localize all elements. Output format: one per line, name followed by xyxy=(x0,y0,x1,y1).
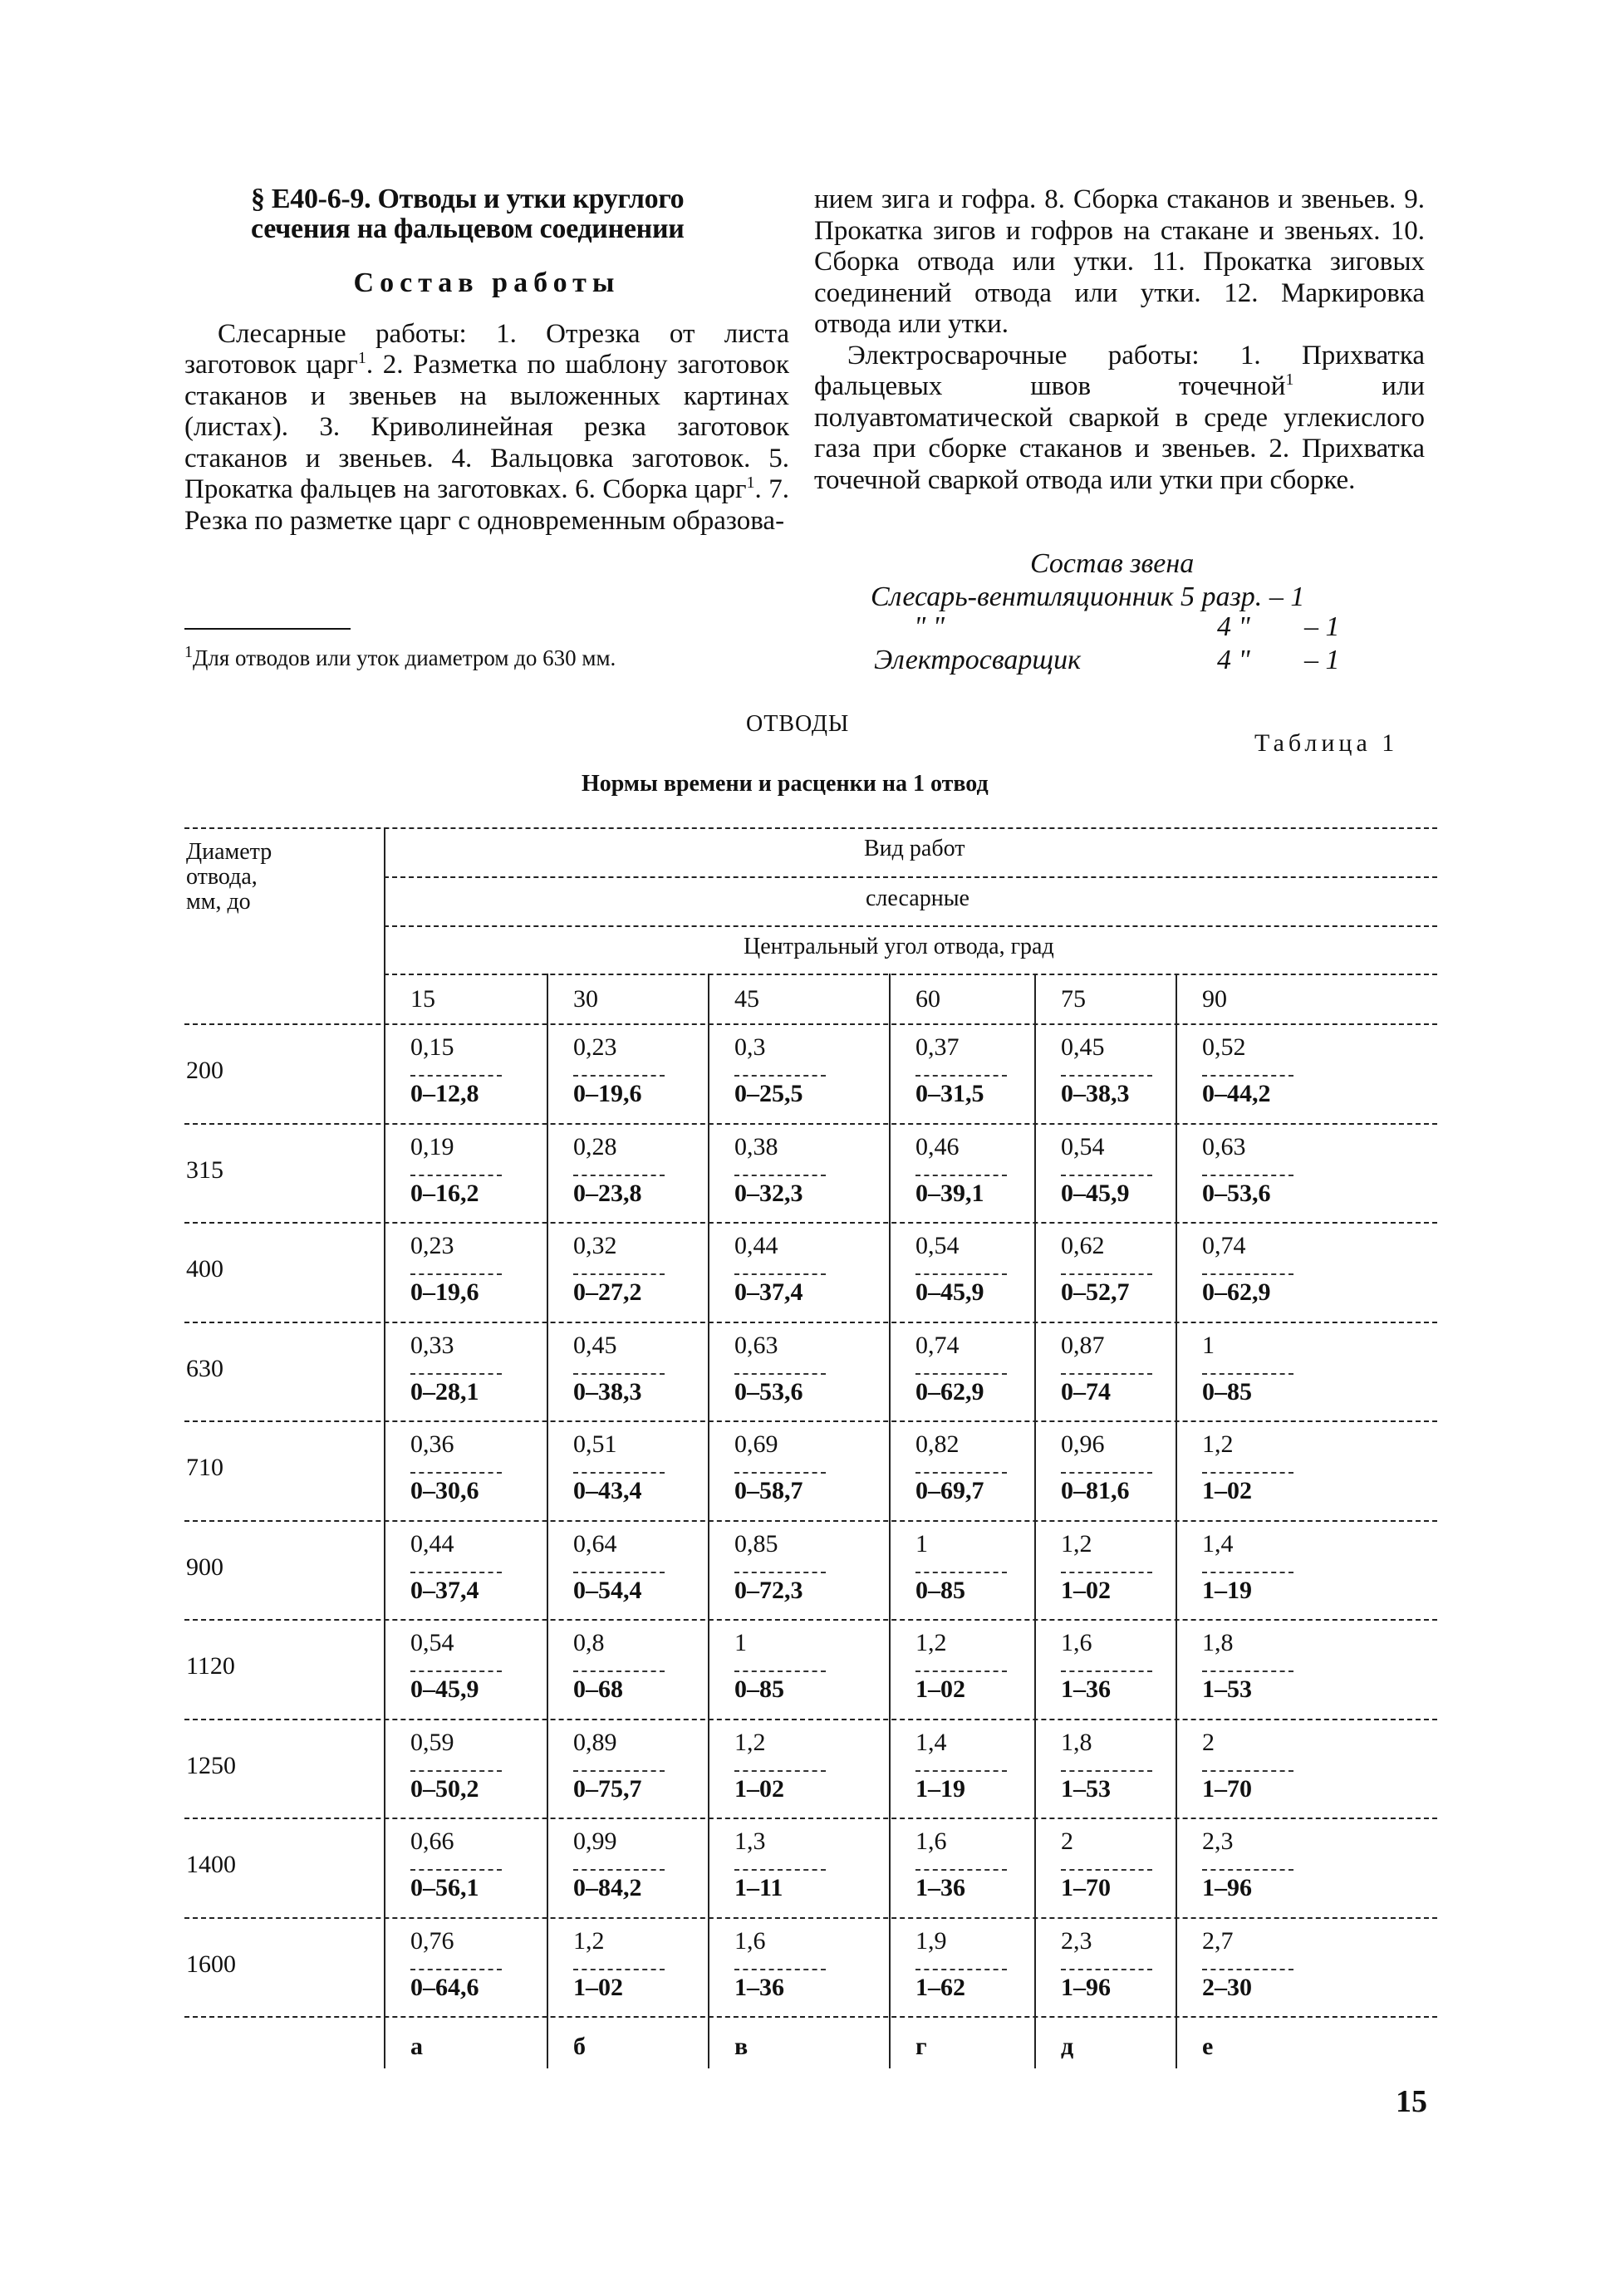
price-value: 0–72,3 xyxy=(734,1576,803,1604)
price-value: 0–19,6 xyxy=(573,1080,642,1107)
fraction-line xyxy=(915,1869,1007,1871)
fraction-line xyxy=(410,1273,502,1275)
fraction-line xyxy=(410,1075,502,1077)
price-value: 1–02 xyxy=(915,1675,965,1703)
price-value: 0–69,7 xyxy=(915,1477,984,1504)
header-rule xyxy=(384,925,1437,927)
page-number: 15 xyxy=(1396,2084,1427,2119)
angle-header-60: 60 xyxy=(915,985,940,1013)
crew-count: – 1 xyxy=(1304,611,1340,642)
fraction-line xyxy=(573,1770,665,1772)
fraction-line xyxy=(734,1175,826,1176)
norm-time-value: 2,3 xyxy=(1202,1827,1234,1855)
angle-header-90: 90 xyxy=(1202,985,1227,1013)
header-kind-of-work: Вид работ xyxy=(864,836,965,861)
column-letter-4: д xyxy=(1061,2033,1074,2060)
price-value: 1–96 xyxy=(1061,1973,1111,2001)
footnote-mark: 1 xyxy=(746,473,755,492)
norm-time-value: 1,2 xyxy=(1061,1529,1092,1558)
price-value: 0–81,6 xyxy=(1061,1477,1130,1504)
price-value: 0–38,3 xyxy=(1061,1080,1130,1107)
price-value: 1–62 xyxy=(915,1973,965,2001)
norm-time-value: 0,23 xyxy=(410,1232,454,1259)
price-value: 1–53 xyxy=(1202,1675,1252,1703)
fraction-line xyxy=(410,1472,502,1474)
angle-header-45: 45 xyxy=(734,985,759,1013)
price-value: 1–11 xyxy=(734,1874,783,1901)
norm-time-value: 0,51 xyxy=(573,1430,617,1458)
column-letter-2: в xyxy=(734,2033,749,2060)
fraction-line xyxy=(915,1969,1007,1970)
header-sub-kind: слесарные xyxy=(866,886,969,911)
fraction-line xyxy=(1061,1969,1152,1970)
norm-time-value: 1,6 xyxy=(915,1827,947,1855)
angle-header-30: 30 xyxy=(573,985,598,1013)
fraction-line xyxy=(915,1472,1007,1474)
norm-time-value: 1,2 xyxy=(573,1926,605,1955)
diameter-1400: 1400 xyxy=(186,1851,236,1878)
column-rule xyxy=(889,974,891,2068)
norm-time-value: 0,33 xyxy=(410,1331,454,1359)
fraction-line xyxy=(573,1175,665,1176)
price-value: 0–16,2 xyxy=(410,1179,479,1207)
price-value: 0–52,7 xyxy=(1061,1278,1130,1306)
fraction-line xyxy=(573,1670,665,1672)
price-value: 1–36 xyxy=(915,1874,965,1901)
fraction-line xyxy=(573,1969,665,1970)
column-letter-3: г xyxy=(915,2033,927,2060)
fraction-line xyxy=(734,1572,826,1573)
norm-time-value: 0,63 xyxy=(1202,1132,1246,1160)
norm-time-value: 1,8 xyxy=(1202,1629,1234,1656)
price-value: 0–62,9 xyxy=(915,1377,984,1406)
crew-name: " " xyxy=(914,611,945,642)
norm-time-value: 0,45 xyxy=(573,1331,617,1359)
header-diameter-line: отвода, xyxy=(186,864,258,890)
norm-time-value: 0,87 xyxy=(1061,1331,1105,1359)
fraction-line xyxy=(1202,1273,1293,1275)
fraction-line xyxy=(573,1373,665,1375)
header-central-angle: Центральный угол отвода, град xyxy=(744,934,1054,959)
norm-time-value: 0,82 xyxy=(915,1430,960,1458)
row-rule xyxy=(184,1719,1437,1720)
price-value: 0–27,2 xyxy=(573,1278,642,1306)
header-rule xyxy=(384,974,1437,975)
price-value: 0–68 xyxy=(573,1675,623,1703)
fraction-line xyxy=(1202,1373,1293,1375)
fraction-line xyxy=(573,1075,665,1077)
norm-time-value: 0,59 xyxy=(410,1728,454,1756)
fraction-line xyxy=(1061,1670,1152,1672)
norm-time-value: 1,2 xyxy=(1202,1430,1234,1458)
norm-time-value: 0,69 xyxy=(734,1430,778,1458)
section-heading-line-1: § Е40-6-9. Отводы и утки круглого xyxy=(251,184,685,214)
price-value: 0–84,2 xyxy=(573,1874,642,1901)
price-value: 0–45,9 xyxy=(410,1675,479,1703)
fraction-line xyxy=(410,1969,502,1970)
column-letter-0: а xyxy=(410,2033,423,2060)
footnote-rule xyxy=(184,628,351,630)
price-value: 0–50,2 xyxy=(410,1774,479,1803)
norm-time-value: 0,66 xyxy=(410,1827,454,1855)
norm-time-value: 2 xyxy=(1202,1728,1215,1756)
footnote xyxy=(184,645,616,670)
angle-header-75: 75 xyxy=(1061,985,1086,1013)
price-value: 0–53,6 xyxy=(734,1377,803,1406)
norm-time-value: 0,15 xyxy=(410,1033,454,1061)
norm-time-value: 0,76 xyxy=(410,1926,454,1955)
crew-name: Электросварщик xyxy=(874,645,1081,675)
diameter-1250: 1250 xyxy=(186,1751,236,1779)
norm-time-value: 2 xyxy=(1061,1827,1073,1855)
crew-title: Состав звена xyxy=(1030,548,1195,579)
norm-time-value: 1,6 xyxy=(734,1926,766,1955)
crew-grade: 5 разр. xyxy=(1181,581,1263,612)
fraction-line xyxy=(734,1273,826,1275)
footnote-number: 1 xyxy=(184,643,193,661)
price-value: 0–54,4 xyxy=(573,1576,642,1604)
fraction-line xyxy=(915,1670,1007,1672)
norm-time-value: 1,2 xyxy=(915,1629,947,1656)
table-section-title: ОТВОДЫ xyxy=(746,711,850,737)
fraction-line xyxy=(734,1770,826,1772)
price-value: 1–02 xyxy=(1202,1477,1252,1504)
row-rule xyxy=(184,1123,1437,1125)
fraction-line xyxy=(734,1869,826,1871)
right-column xyxy=(814,184,1425,496)
price-value: 1–36 xyxy=(1061,1675,1111,1703)
norm-time-value: 1 xyxy=(915,1529,928,1558)
price-value: 0–19,6 xyxy=(410,1278,479,1306)
norm-time-value: 1 xyxy=(734,1629,747,1656)
price-value: 0–85 xyxy=(915,1576,965,1604)
norm-time-value: 1,4 xyxy=(915,1728,947,1756)
fraction-line xyxy=(573,1472,665,1474)
row-rule xyxy=(184,1917,1437,1919)
norm-time-value: 0,36 xyxy=(410,1430,454,1458)
fraction-line xyxy=(410,1175,502,1176)
norm-time-value: 0,28 xyxy=(573,1132,617,1160)
diameter-315: 315 xyxy=(186,1155,223,1184)
fraction-line xyxy=(1061,1373,1152,1375)
header-bottom-rule xyxy=(184,1023,1437,1025)
norm-time-value: 0,23 xyxy=(573,1033,617,1061)
column-rule xyxy=(384,827,385,2068)
price-value: 0–85 xyxy=(734,1675,784,1703)
norm-time-value: 0,62 xyxy=(1061,1232,1105,1259)
price-value: 0–74 xyxy=(1061,1377,1111,1406)
header-rule xyxy=(384,876,1437,878)
price-value: 0–23,8 xyxy=(573,1179,642,1207)
price-value: 0–75,7 xyxy=(573,1774,642,1803)
norm-time-value: 2,3 xyxy=(1061,1926,1092,1955)
fraction-line xyxy=(1061,1472,1152,1474)
norm-time-value: 1,9 xyxy=(915,1926,947,1955)
diameter-1600: 1600 xyxy=(186,1950,236,1978)
price-value: 0–85 xyxy=(1202,1377,1252,1406)
norm-time-value: 1,8 xyxy=(1061,1728,1092,1756)
diameter-900: 900 xyxy=(186,1553,223,1581)
fraction-line xyxy=(1061,1273,1152,1275)
fraction-line xyxy=(410,1373,502,1375)
norm-time-value: 0,54 xyxy=(915,1232,960,1259)
row-rule xyxy=(184,1818,1437,1819)
table-number: Таблица 1 xyxy=(1254,729,1399,757)
norm-time-value: 0,96 xyxy=(1061,1430,1105,1458)
row-rule xyxy=(184,1520,1437,1522)
fraction-line xyxy=(573,1869,665,1871)
norm-time-value: 0,44 xyxy=(734,1232,778,1259)
price-value: 0–38,3 xyxy=(573,1377,642,1406)
header-diameter-line: мм, до xyxy=(186,889,251,915)
price-value: 0–45,9 xyxy=(915,1278,984,1306)
table-top-rule xyxy=(184,827,1437,829)
norm-time-value: 0,52 xyxy=(1202,1033,1246,1061)
footnote-mark: 1 xyxy=(357,349,366,367)
price-value: 0–44,2 xyxy=(1202,1080,1271,1107)
crew-row-2 xyxy=(914,611,1340,643)
footnote-mark: 1 xyxy=(1285,370,1294,389)
row-rule xyxy=(184,1619,1437,1621)
column-rule xyxy=(547,974,548,2068)
fraction-line xyxy=(734,1472,826,1474)
right-paragraph-2 xyxy=(814,341,1425,497)
norm-time-value: 1 xyxy=(1202,1331,1215,1359)
crew-row-1 xyxy=(871,581,1304,613)
column-letter-1: б xyxy=(573,2033,586,2060)
fraction-line xyxy=(1061,1175,1152,1176)
price-value: 1–96 xyxy=(1202,1874,1252,1901)
price-value: 0–37,4 xyxy=(410,1576,479,1604)
fraction-line xyxy=(1202,1670,1293,1672)
norm-time-value: 1,2 xyxy=(734,1728,766,1756)
left-column xyxy=(184,184,789,537)
fraction-line xyxy=(915,1373,1007,1375)
fraction-line xyxy=(915,1075,1007,1077)
fraction-line xyxy=(573,1572,665,1573)
price-value: 1–02 xyxy=(1061,1576,1111,1604)
fraction-line xyxy=(1061,1770,1152,1772)
norm-time-value: 0,8 xyxy=(573,1629,605,1656)
price-value: 0–62,9 xyxy=(1202,1278,1271,1306)
price-value: 0–32,3 xyxy=(734,1179,803,1207)
footnote-text: Для отводов или уток диаметром до 630 мм. xyxy=(193,645,616,670)
norm-time-value: 0,19 xyxy=(410,1132,454,1160)
crew-name: Слесарь-вентиляционник xyxy=(871,581,1174,612)
fraction-line xyxy=(410,1572,502,1573)
fraction-line xyxy=(734,1373,826,1375)
price-value: 0–43,4 xyxy=(573,1477,642,1504)
norm-time-value: 0,3 xyxy=(734,1033,766,1061)
fraction-line xyxy=(1202,1572,1293,1573)
norm-time-value: 0,44 xyxy=(410,1529,454,1558)
diameter-710: 710 xyxy=(186,1454,223,1481)
norm-time-value: 1,4 xyxy=(1202,1529,1234,1558)
norm-time-value: 0,54 xyxy=(1061,1132,1105,1160)
column-rule xyxy=(1176,974,1177,2068)
price-value: 0–58,7 xyxy=(734,1477,803,1504)
fraction-line xyxy=(915,1175,1007,1176)
price-value: 0–30,6 xyxy=(410,1477,479,1504)
price-value: 1–19 xyxy=(1202,1576,1252,1604)
norm-time-value: 0,64 xyxy=(573,1529,617,1558)
row-rule xyxy=(184,2016,1437,2018)
price-value: 1–70 xyxy=(1202,1774,1252,1803)
norm-time-value: 0,99 xyxy=(573,1827,617,1855)
right-para2-part-b: или полуавтоматической сваркой в среде углекислого газа при сборке стаканов и звеньев. 2. Прихватка точечной сваркой отвода или утки при сборке. xyxy=(814,371,1425,495)
diameter-630: 630 xyxy=(186,1354,223,1382)
table-caption: Нормы времени и расценки на 1 отвод xyxy=(582,771,989,797)
fraction-line xyxy=(1202,1075,1293,1077)
column-rule xyxy=(708,974,709,2068)
norm-time-value: 0,38 xyxy=(734,1132,778,1160)
left-para-part-b: . 2. Разметка по шаблону заготовок стаканов и звеньев на выложенных картинах (листах). 3. Криволинейная резка заготовок стаканов и звеньев. 4. Вальцовка заготовок. 5. Прокатка фальцев на заготовках. 6. Сборка царг xyxy=(184,350,789,504)
price-value: 1–19 xyxy=(915,1774,965,1803)
column-rule xyxy=(1034,974,1036,2068)
norm-time-value: 0,63 xyxy=(734,1331,778,1359)
diameter-1120: 1120 xyxy=(186,1652,235,1680)
norm-time-value: 1,3 xyxy=(734,1827,766,1855)
price-value: 0–37,4 xyxy=(734,1278,803,1306)
fraction-line xyxy=(734,1670,826,1672)
right-para2-part-a: Электросварочные работы: 1. Прихватка фальцевых швов точечной xyxy=(814,340,1425,401)
fraction-line xyxy=(1061,1869,1152,1871)
norm-time-value: 0,37 xyxy=(915,1033,960,1061)
crew-count: – 1 xyxy=(1304,645,1340,675)
price-value: 0–53,6 xyxy=(1202,1179,1271,1207)
norm-time-value: 0,45 xyxy=(1061,1033,1105,1061)
crew-grade: 4 " xyxy=(1217,645,1250,675)
row-rule xyxy=(184,1222,1437,1224)
header-diameter-line: Диаметр xyxy=(186,839,272,865)
norm-time-value: 0,32 xyxy=(573,1232,617,1259)
work-title: Состав работы xyxy=(353,267,621,298)
norm-time-value: 0,89 xyxy=(573,1728,617,1756)
price-value: 0–64,6 xyxy=(410,1973,479,2001)
fraction-line xyxy=(734,1075,826,1077)
price-value: 1–02 xyxy=(734,1774,784,1803)
left-para-part-a: Слесарные работы: 1. Отрезка от листа заготовок царг xyxy=(184,318,789,380)
norm-time-value: 0,46 xyxy=(915,1132,960,1160)
fraction-line xyxy=(915,1572,1007,1573)
price-value: 1–02 xyxy=(573,1973,623,2001)
price-value: 0–28,1 xyxy=(410,1377,479,1406)
crew-count: – 1 xyxy=(1269,581,1305,612)
norm-time-value: 0,74 xyxy=(1202,1232,1246,1259)
fraction-line xyxy=(1202,1175,1293,1176)
norm-time-value: 1,6 xyxy=(1061,1629,1092,1656)
left-paragraph xyxy=(184,319,789,537)
norm-time-value: 0,85 xyxy=(734,1529,778,1558)
fraction-line xyxy=(915,1770,1007,1772)
fraction-line xyxy=(410,1670,502,1672)
section-heading xyxy=(251,184,789,244)
price-value: 1–70 xyxy=(1061,1874,1111,1901)
price-value: 0–25,5 xyxy=(734,1080,803,1107)
price-value: 0–56,1 xyxy=(410,1874,479,1901)
price-value: 0–31,5 xyxy=(915,1080,984,1107)
column-letter-5: е xyxy=(1202,2033,1214,2060)
left-para-part-c: . 7. Резка по разметке царг с одновременным образова- xyxy=(184,474,789,536)
crew-row-3 xyxy=(874,645,1340,676)
price-value: 0–45,9 xyxy=(1061,1179,1130,1207)
angle-header-15: 15 xyxy=(410,985,435,1013)
norm-time-value: 0,54 xyxy=(410,1629,454,1656)
diameter-200: 200 xyxy=(186,1057,223,1084)
row-rule xyxy=(184,1322,1437,1323)
section-heading-line-2: сечения на фальцевом соединении xyxy=(251,213,685,244)
fraction-line xyxy=(1061,1572,1152,1573)
price-value: 0–39,1 xyxy=(915,1179,984,1207)
fraction-line xyxy=(915,1273,1007,1275)
right-paragraph-1: нием зига и гофра. 8. Сборка стаканов и звеньев. 9. Прокатка зигов и гофров на стакане и звеньях. 10. Сборка отвода или утки. 11. Прокатка зиговых соединений отвода или утки. 12. Маркировка отвода или утки. xyxy=(814,184,1425,339)
fraction-line xyxy=(1061,1075,1152,1077)
fraction-line xyxy=(410,1869,502,1871)
fraction-line xyxy=(573,1273,665,1275)
price-value: 1–53 xyxy=(1061,1774,1111,1803)
price-value: 0–12,8 xyxy=(410,1080,479,1107)
crew-grade: 4 " xyxy=(1217,611,1250,642)
fraction-line xyxy=(1202,1472,1293,1474)
fraction-line xyxy=(1202,1770,1293,1772)
fraction-line xyxy=(1202,1969,1293,1970)
norm-time-value: 0,74 xyxy=(915,1331,960,1359)
fraction-line xyxy=(1202,1869,1293,1871)
norm-time-value: 2,7 xyxy=(1202,1926,1234,1955)
fraction-line xyxy=(734,1969,826,1970)
diameter-400: 400 xyxy=(186,1255,223,1283)
price-value: 1–36 xyxy=(734,1973,784,2001)
price-value: 2–30 xyxy=(1202,1973,1252,2001)
row-rule xyxy=(184,1420,1437,1422)
fraction-line xyxy=(410,1770,502,1772)
